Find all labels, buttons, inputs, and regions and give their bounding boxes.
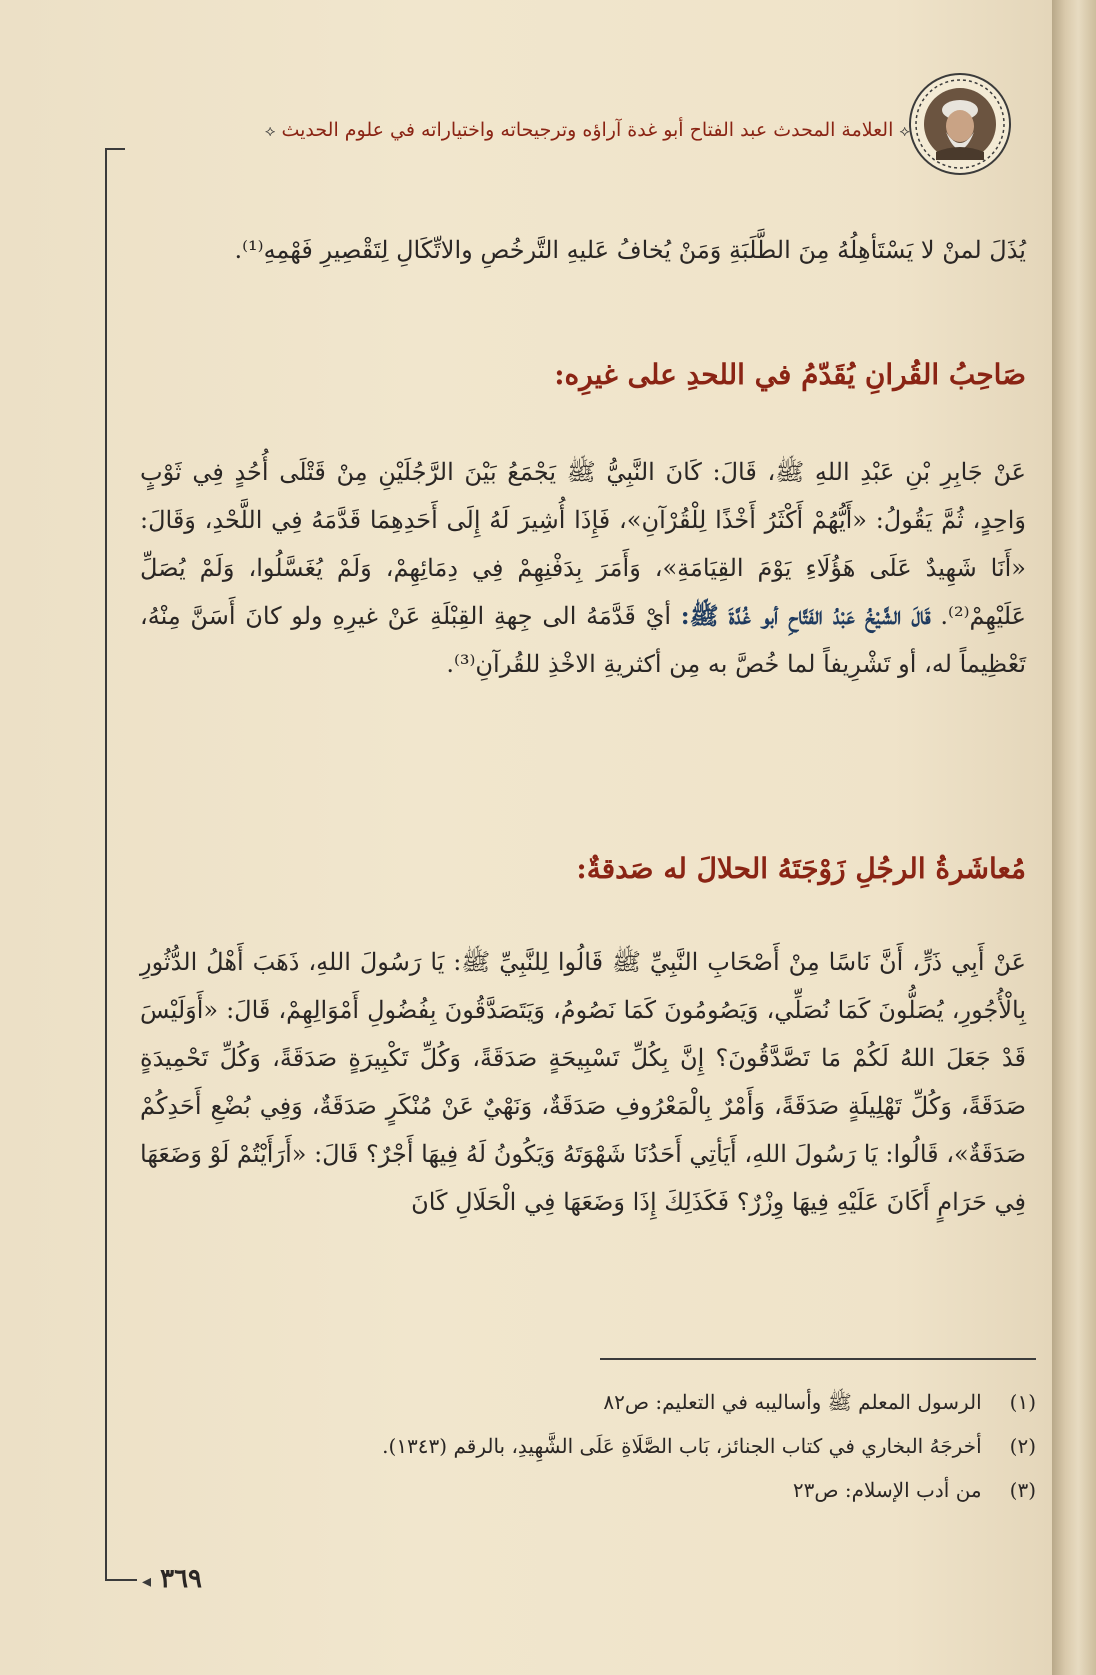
footnote-item [140,1380,1036,1424]
footnote-text: من أدب الإسلام: ص٢٣ [792,1478,982,1502]
hadith-paragraph-jabir [140,448,1026,688]
header-ornament-left: ⟡ [264,121,276,140]
page-number-ornament-icon: ◂ [142,1571,152,1592]
book-page-edge [1052,0,1096,1675]
author-portrait-emblem [908,72,1012,176]
running-header [120,108,910,152]
footnote-text: الرسول المعلم ﷺ وأساليبه في التعليم: ص٨٢ [603,1390,982,1414]
footnote-text: أخرجَهُ البخاري في كتاب الجنائز، بَاب الصَّلَاةِ عَلَى الشَّهِيدِ، بالرقم (١٣٤٣). [382,1434,982,1458]
sheikh-commentary: أيْ قَدَّمَهُ الى جِهةِ القِبْلَةِ عَنْ غيرِهِ ولو كانَ أَسَنَّ مِنْهُ، تَعْظِيماً له، أو تَشْرِيفاً لما خُصَّ به مِن أكثريةِ الاخْذِ للقُرآنِ⁽³⁾. [140,602,1026,678]
page-frame-vertical-line [105,148,107,1580]
footnote-number: (١) [1009,1390,1036,1414]
page-number-value: ٣٦٩ [160,1564,203,1594]
footnote-separator [600,1358,1036,1360]
section-heading-marital-charity: مُعاشَرةُ الرجُلِ زَوْجَتَهُ الحلالَ له صَدقةٌ: [576,852,1026,885]
hadith-paragraph-abu-dharr: عَنْ أَبِي ذَرٍّ، أَنَّ نَاسًا مِنْ أَصْحَابِ النَّبِيِّ ﷺ قَالُوا لِلنَّبِيِّ ﷺ: يَا رَسُولَ اللهِ، ذَهَبَ أَهْلُ الدُّثُورِ بِالْأُجُورِ، يُصَلُّونَ كَمَا نُصَلِّي، وَيَصُومُونَ كَمَا نَصُومُ، وَيَتَصَدَّقُونَ بِفُضُولِ أَمْوَالِهِمْ، قَالَ: «أَوَلَيْسَ قَدْ جَعَلَ اللهُ لَكُمْ مَا تَصَّدَّقُونَ؟ إِنَّ بِكُلِّ تَسْبِيحَةٍ صَدَقَةً، وَكُلِّ تَكْبِيرَةٍ صَدَقَةً، وَكُلِّ تَحْمِيدَةٍ صَدَقَةً، وَكُلِّ تَهْلِيلَةٍ صَدَقَةً، وَأَمْرٌ بِالْمَعْرُوفِ صَدَقَةٌ، وَنَهْيٌ عَنْ مُنْكَرٍ صَدَقَةٌ، وَفِي بُضْعِ أَحَدِكُمْ صَدَقَةٌ»، قَالُوا: يَا رَسُولَ اللهِ، أَيَأتِي أَحَدُنَا شَهْوَتَهُ وَيَكُونُ لَهُ فِيهَا أَجْرٌ؟ قَالَ: «أَرَأَيْتُمْ لَوْ وَضَعَهَا فِي حَرَامٍ أَكَانَ عَلَيْهِ فِيهَا وِزْرٌ؟ فَكَذَلِكَ إِذَا وَضَعَهَا فِي الْحَلَالِ كَانَ [140,948,1027,1216]
hadith-text-jabir: عَنْ جَابِرِ بْنِ عَبْدِ اللهِ ﷺ، قَالَ: كَانَ النَّبِيُّ ﷺ يَجْمَعُ بَيْنَ الرَّجُلَيْنِ مِنْ قَتْلَى أُحُدٍ فِي ثَوْبٍ وَاحِدٍ، ثُمَّ يَقُولُ: «أَيُّهُمْ أَكْثَرُ أَخْذًا لِلْقُرْآنِ»، فَإِذَا أُشِيرَ لَهُ إِلَى أَحَدِهِمَا قَدَّمَهُ فِي اللَّحْدِ، وَقَالَ: «أَنَا شَهِيدٌ عَلَى هَؤُلَاءِ يَوْمَ القِيَامَةِ»، وَأَمَرَ بِدَفْنِهِمْ فِي دِمَائِهِمْ، وَلَمْ يُغَسَّلُوا، وَلَمْ يُصَلِّ عَلَيْهِمْ⁽²⁾. [140,458,1026,630]
header-ornament-right: ⟡ [899,121,910,140]
paragraph-continuation: يُذَلَ لمنْ لا يَسْتَأهِلُهُ مِنَ الطَّلَبَةِ وَمَنْ يُخافُ عَليهِ التَّرخُصِ والاتِّكَالِ لِتَقْصِيرِ فَهْمِهِ⁽¹⁾. [234,236,1026,264]
footnote-number: (٢) [1009,1434,1036,1458]
footnote-item [140,1424,1036,1468]
footnote-item [140,1468,1036,1512]
running-header-title: العلامة المحدث عبد الفتاح أبو غدة آراؤه وترجيحاته واختياراته في علوم الحديث [281,119,894,141]
page-frame-bottom-line [105,1579,137,1581]
footnote-number: (٣) [1009,1478,1036,1502]
page-number [142,1560,202,1601]
footnotes [140,1380,1036,1512]
sheikh-attribution: قَالَ الشَّيْخُ عَبْدُ الفَتَّاحِ أبو غُدَّةَ ﷺ: [680,601,931,630]
section-heading-quran-bearer: صَاحِبُ القُرانِ يُقَدّمُ في اللحدِ على غيرِه: [554,358,1026,391]
